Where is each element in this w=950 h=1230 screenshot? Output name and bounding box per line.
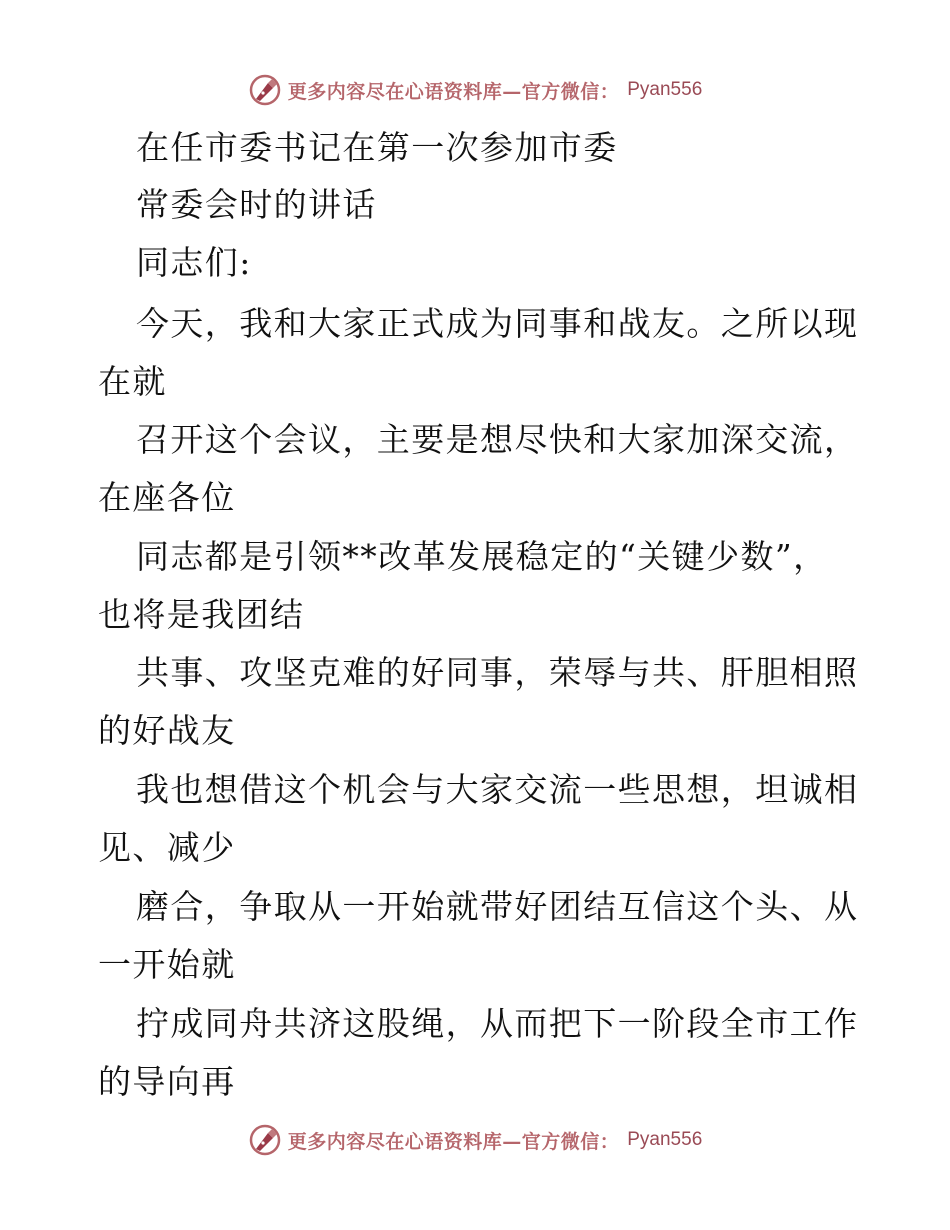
paragraph-line: 拧成同舟共济这股绳，从而把下一阶段全市工作 [136,1004,859,1043]
paragraph-line: 的导向再 [98,1062,236,1101]
footer-watermark [0,1122,950,1158]
paragraph-line: 磨合，争取从一开始就带好团结互信这个头、从 [136,887,859,926]
paragraph-line: 的好战友 [98,711,236,750]
watermark-handle: Pyan556 [627,1129,703,1150]
document-title-line-1: 在任市委书记在第一次参加市委 [136,128,618,167]
watermark-text: 更多内容尽在心语资料库—官方微信： [287,80,620,103]
paragraph-line: 一开始就 [98,945,236,984]
watermark-text: 更多内容尽在心语资料库—官方微信： [287,1130,620,1153]
salutation: 同志们: [136,243,252,282]
paragraph-line: 在就 [98,362,167,401]
paragraph-line: 在座各位 [98,478,236,517]
watermark-handle: Pyan556 [627,79,703,100]
paragraph-line: 同志都是引领**改革发展稳定的“关键少数”， [136,537,828,576]
paragraph-line: 我也想借这个机会与大家交流一些思想，坦诚相 [136,770,859,809]
header-watermark [0,72,950,108]
pen-nib-logo-icon [248,73,282,107]
pen-nib-logo-icon [248,1123,282,1157]
paragraph-line: 今天，我和大家正式成为同事和战友。之所以现 [136,304,859,343]
paragraph-line: 共事、攻坚克难的好同事，荣辱与共、肝胆相照 [136,653,859,692]
paragraph-line: 见、减少 [98,828,236,867]
paragraph-line: 也将是我团结 [98,595,305,634]
paragraph-line: 召开这个会议，主要是想尽快和大家加深交流， [136,420,859,459]
document-title-line-2: 常委会时的讲话 [136,185,377,224]
